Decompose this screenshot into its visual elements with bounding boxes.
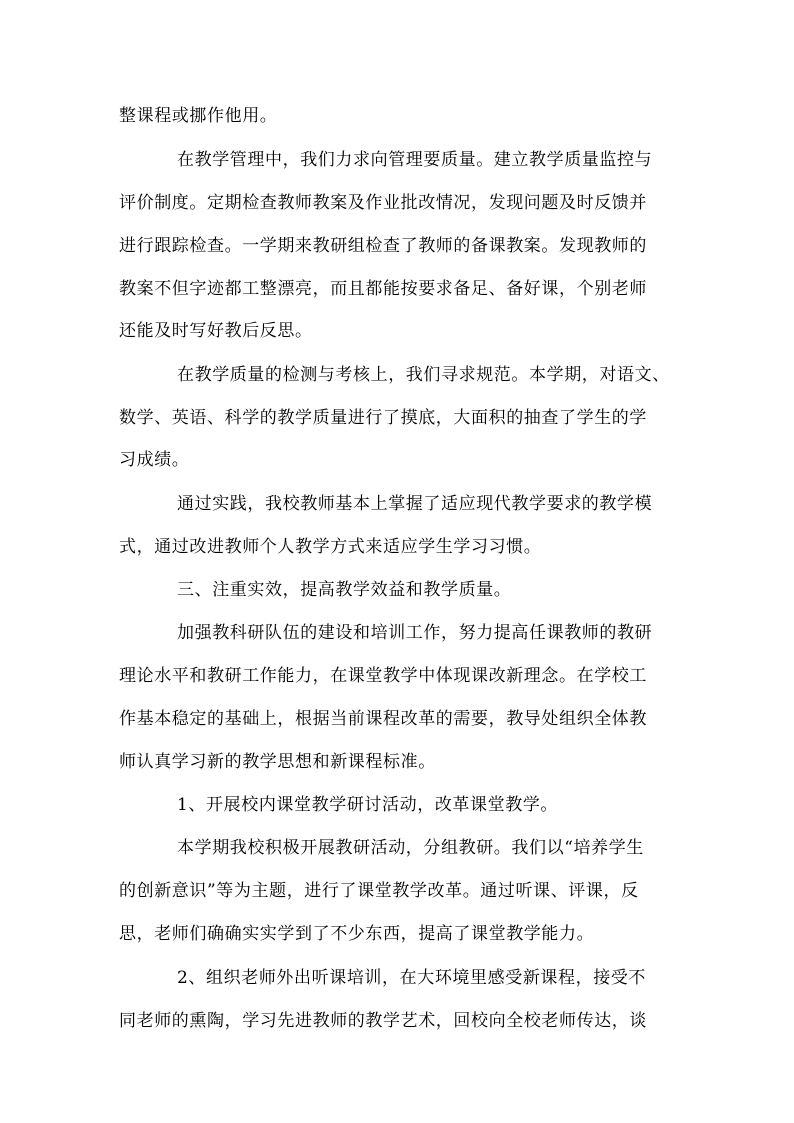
text-line: 师认真学习新的教学思想和新课程标准。 bbox=[119, 752, 436, 772]
text-line: 三、注重实效，提高教学效益和教学质量。 bbox=[177, 580, 512, 600]
text-line: 整课程或挪作他用。 bbox=[119, 106, 278, 126]
text-line: 习成绩。 bbox=[119, 450, 190, 470]
text-line: 教案不但字迹都工整漂亮，而且都能按要求备足、备好课，个别老师 bbox=[119, 279, 647, 299]
text-line: 思，老师们确确实实学到了不少东西，提高了课堂教学能力。 bbox=[119, 924, 595, 944]
text-line: 数学、英语、科学的教学质量进行了摸底，大面积的抽查了学生的学 bbox=[119, 408, 647, 428]
text-line: 进行跟踪检查。一学期来教研组检查了教师的备课教案。发现教师的 bbox=[119, 236, 647, 256]
text-line: 在教学质量的检测与考核上，我们寻求规范。本学期，对语文、 bbox=[177, 365, 670, 385]
text-line: 式，通过改进教师个人教学方式来适应学生学习习惯。 bbox=[119, 537, 542, 557]
text-line: 作基本稳定的基础上，根据当前课程改革的需要，教导处组织全体教 bbox=[119, 709, 647, 729]
text-line: 通过实践，我校教师基本上掌握了适应现代教学要求的教学模 bbox=[177, 494, 653, 514]
text-line: 加强教科研队伍的建设和培训工作，努力提高任课教师的教研 bbox=[177, 623, 653, 643]
text-line: 评价制度。定期检查教师教案及作业批改情况，发现问题及时反馈并 bbox=[119, 193, 647, 213]
text-line: 1、开展校内课堂教学研讨活动，改革课堂教学。 bbox=[177, 795, 559, 815]
text-line: 同老师的熏陶，学习先进教师的教学艺术，回校向全校老师传达，谈 bbox=[119, 1011, 647, 1031]
text-line: 理论水平和教研工作能力，在课堂教学中体现课改新理念。在学校工 bbox=[119, 666, 647, 686]
text-line: 本学期我校积极开展教研活动，分组教研。我们以“培养学生 bbox=[177, 838, 644, 858]
text-line: 的创新意识”等为主题，进行了课堂教学改革。通过听课、评课，反 bbox=[119, 881, 639, 901]
text-line: 还能及时写好教后反思。 bbox=[119, 321, 313, 341]
text-line: 在教学管理中，我们力求向管理要质量。建立教学质量监控与 bbox=[177, 150, 653, 170]
text-line: 2、组织老师外出听课培训，在大环境里感受新课程，接受不 bbox=[177, 968, 647, 988]
